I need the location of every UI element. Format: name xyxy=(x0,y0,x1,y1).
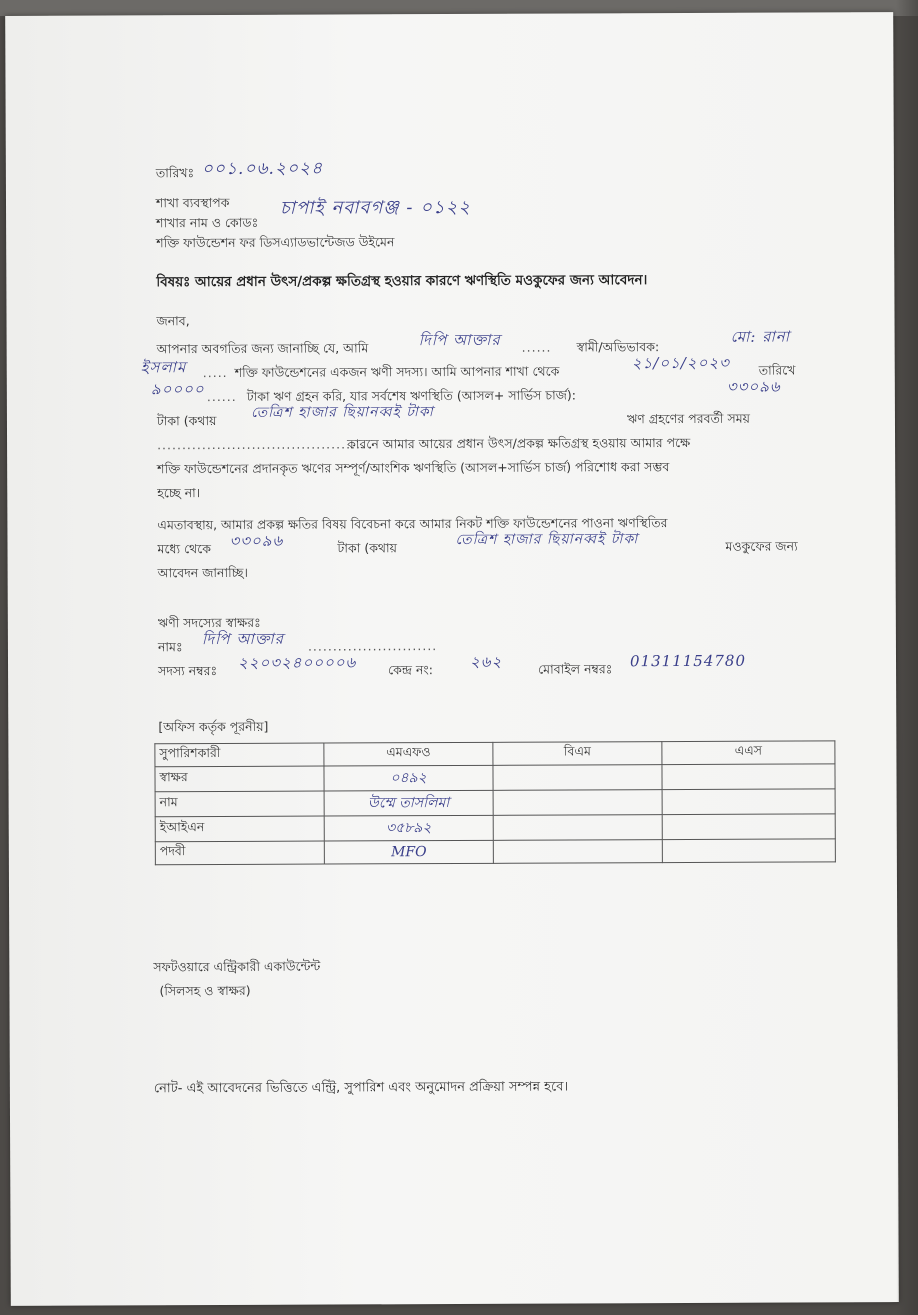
member-name-handwritten: দিপি আক্তার xyxy=(418,330,501,350)
footer-note: নোট- এই আবেদনের ভিত্তিতে এন্ট্রি, সুপারিশ এবং অনুমোদন প্রক্রিয়া সম্পন্ন হবে। xyxy=(153,1079,569,1097)
subject-line: বিষয়ঃ আয়ের প্রধান উৎস/প্রকল্প ক্ষতিগ্রস্থ হওয়ার কারণে ঋণস্থিতি মওকুফের জন্য আবেদন। xyxy=(156,272,648,291)
body-text: আবেদন জানাচ্ছি। xyxy=(157,564,248,581)
table-header-row xyxy=(155,741,835,767)
mobile-handwritten: 01311154780 xyxy=(629,651,747,671)
body-text: হচ্ছে না। xyxy=(157,485,201,501)
center-label: কেন্দ্র নং: xyxy=(388,662,434,678)
header-as: এএস xyxy=(662,741,835,765)
body-text: টাকা (কথায় xyxy=(337,540,398,556)
guardian-handwritten: মো: রানা xyxy=(730,327,791,346)
bm-cell xyxy=(493,840,662,864)
header-recommender: সুপারিশকারী xyxy=(155,743,324,767)
guardian-handwritten-cont: ইসলাম xyxy=(140,358,187,377)
header-mfo: এমএফও xyxy=(324,742,493,766)
mfo-ein: ৩৫৮৯২ xyxy=(324,815,493,841)
name-label: নামঃ xyxy=(157,639,183,655)
as-cell xyxy=(662,789,835,815)
table-row xyxy=(155,839,835,865)
branch-label: শাখার নাম ও কোডঃ xyxy=(156,214,259,231)
as-cell xyxy=(662,764,835,790)
row-label: স্বাক্ষর xyxy=(155,766,324,792)
waive-words-handwritten: তেত্রিশ হাজার ছিয়ানব্বই টাকা xyxy=(455,531,639,548)
bm-cell xyxy=(493,815,662,841)
application-form-page: তারিখঃ ০০১.০৬.২০২৪ শাখা ব্যবস্থাপক শাখার নাম ও কোডঃ চাপাই নবাবগঞ্জ - ০১২২ শক্তি ফাউন্ডেশন ফর ডিসএ্যাডভান্টেজড উইমেন বিষয়ঃ আয়ের প্রধান উৎস/প্রকল্প ক্ষতিগ্রস্থ হওয়ার কারণে ঋণস্থিতি মওকুফের জন্য আবেদন। জনাব, আপনার অবগতির জন্য জানাচ্ছি যে, আমি দিপি আক্তার ...... স্বামী/অভিভাবক: মো: রানা ইসলাম ..... শক্তি ফাউন্ডেশনের একজন ঋণী সদস্য। আমি আপনার শাখা থেকে ২১/০১/২০২৩ তারিখে ৯০০০০ ...... টাকা ঋণ গ্রহন করি, যার সর্বশেষ ঋণস্থিতি (আসল+ সার্ভিস চার্জ): ৩৩০৯৬ টাকা (কথায় তেত্রিশ হাজার ছিয়ানব্বই টাকা ঋণ গ্রহণের পরবর্তী সময় .......................................... কারনে আমার আয়ের প্রধান উৎস/প্রকল্প ক্ষতিগ্রস্থ হওয়ায় আমার পক্ষে শক্তি ফাউন্ডেশনের প্রদানকৃত ঋণের সম্পূর্ণ/আংশিক ঋণস্থিতি (আসল+সার্ভিস চার্জ) পরিশোধ করা সম্ভব হচ্ছে না। এমতাবস্থায়, আমার প্রকল্প ক্ষতির বিষয় বিবেচনা করে আমার নিকট শক্তি ফাউন্ডেশনের পাওনা ঋণস্থিতির মধ্যে থেকে ৩৩০৯৬ টাকা (কথায় তেত্রিশ হাজার ছিয়ানব্বই টাকা মওকুফের জন্য আবেদন জানাচ্ছি। ঋণী সদস্যের স্বাক্ষরঃ নামঃ দিপি আক্তার .......................... সদস্য নম্বরঃ ২২০৩২৪০০০০৬ কেন্দ্র নং: ২৬২ মোবাইল নম্বরঃ 01311154780 [অফিস কর্তৃক পূরনীয়] সুপারিশকারী এমএফও বিএম এএস স্বাক্ষর ০৪৯২ নাম উম্মে তাসলিমা ইআইএন ৩৫৮৯২ পদবী MFO সফটওয়ারে এন্ট্রিকারী একাউন্টেন্ট (সিলসহ ও স্বাক্ষর) নোট- এই আবেদনের ভিত্তিতে এন্ট্রি, সুপারিশ এবং অনুমোদন প্রক্রিয়া সম্পন্ন হবে। xyxy=(5,12,899,1306)
branch-value: চাপাই নবাবগঞ্জ - ০১২২ xyxy=(279,196,472,219)
loan-amount-handwritten: ৯০০০০ xyxy=(150,380,205,399)
body-text: মওকুফের জন্য xyxy=(725,538,798,554)
balance-words-handwritten: তেত্রিশ হাজার ছিয়ানব্বই টাকা xyxy=(250,404,434,421)
page-edge-shadow xyxy=(896,0,918,1315)
recipient-title: শাখা ব্যবস্থাপক xyxy=(155,194,230,211)
table-row xyxy=(155,764,835,792)
body-text: টাকা ঋণ গ্রহন করি, যার সর্বশেষ ঋণস্থিতি (আসল+ সার্ভিস চার্জ): xyxy=(246,387,577,404)
body-text: মধ্যে থেকে xyxy=(157,541,212,557)
salutation: জনাব, xyxy=(156,313,190,329)
mobile-label: মোবাইল নম্বরঃ xyxy=(538,661,613,677)
mfo-name: উম্মে তাসলিমা xyxy=(324,790,493,816)
accountant-title: সফটওয়ারে এন্ট্রিকারী একাউন্টেন্ট xyxy=(153,958,321,975)
guardian-label: স্বামী/অভিভাবক: xyxy=(576,339,660,355)
mfo-designation: MFO xyxy=(324,840,493,864)
waive-amount-handwritten: ৩৩০৯৬ xyxy=(229,531,284,550)
body-text: শক্তি ফাউন্ডেশনের প্রদানকৃত ঋণের সম্পূর্ণ/আংশিক ঋণস্থিতি (আসল+সার্ভিস চার্জ) পরিশোধ করা সম্ভব xyxy=(157,459,670,477)
table-row xyxy=(155,789,835,817)
row-label: পদবী xyxy=(155,841,324,865)
loan-date-handwritten: ২১/০১/২০২৩ xyxy=(631,353,730,373)
signature-heading: ঋণী সদস্যের স্বাক্ষরঃ xyxy=(157,614,261,631)
body-text: এমতাবস্থায়, আমার প্রকল্প ক্ষতির বিষয় বিবেচনা করে আমার নিকট শক্তি ফাউন্ডেশনের পাওনা ঋণস্থিতির xyxy=(157,515,668,533)
mfo-signature: ০৪৯২ xyxy=(324,765,493,791)
row-label: ইআইএন xyxy=(155,816,324,842)
row-label: নাম xyxy=(155,791,324,817)
as-cell xyxy=(662,814,835,840)
name-handwritten: দিপি আক্তার xyxy=(201,629,285,649)
as-cell xyxy=(662,839,835,863)
body-text: টাকা (কথায় xyxy=(156,413,217,429)
member-number-label: সদস্য নম্বরঃ xyxy=(158,663,218,679)
bm-cell xyxy=(493,765,662,791)
member-number-handwritten: ২২০৩২৪০০০০৬ xyxy=(237,653,357,672)
body-text: শক্তি ফাউন্ডেশনের একজন ঋণী সদস্য। আমি আপনার শাখা থেকে xyxy=(234,363,560,380)
body-text: ঋণ গ্রহণের পরবর্তী সময় xyxy=(626,410,751,427)
office-table xyxy=(154,740,836,865)
body-text: আপনার অবগতির জন্য জানাচ্ছি যে, আমি xyxy=(156,340,369,357)
office-caption: [অফিস কর্তৃক পূরনীয়] xyxy=(158,718,269,735)
balance-handwritten: ৩৩০৯৬ xyxy=(726,377,781,396)
accountant-seal-note: (সিলসহ ও স্বাক্ষর) xyxy=(159,982,251,999)
table-row xyxy=(155,814,835,842)
organization-name: শক্তি ফাউন্ডেশন ফর ডিসএ্যাডভান্টেজড উইমেন xyxy=(156,234,395,251)
bm-cell xyxy=(493,790,662,816)
center-handwritten: ২৬২ xyxy=(469,652,503,671)
body-text: কারনে আমার আয়ের প্রধান উৎস/প্রকল্প ক্ষতিগ্রস্থ হওয়ায় আমার পক্ষে xyxy=(347,434,691,452)
body-text: তারিখে xyxy=(758,362,796,378)
header-bm: বিএম xyxy=(493,742,662,766)
date-value: ০০১.০৬.২০২৪ xyxy=(201,158,324,180)
date-label: তারিখঃ xyxy=(155,165,195,181)
